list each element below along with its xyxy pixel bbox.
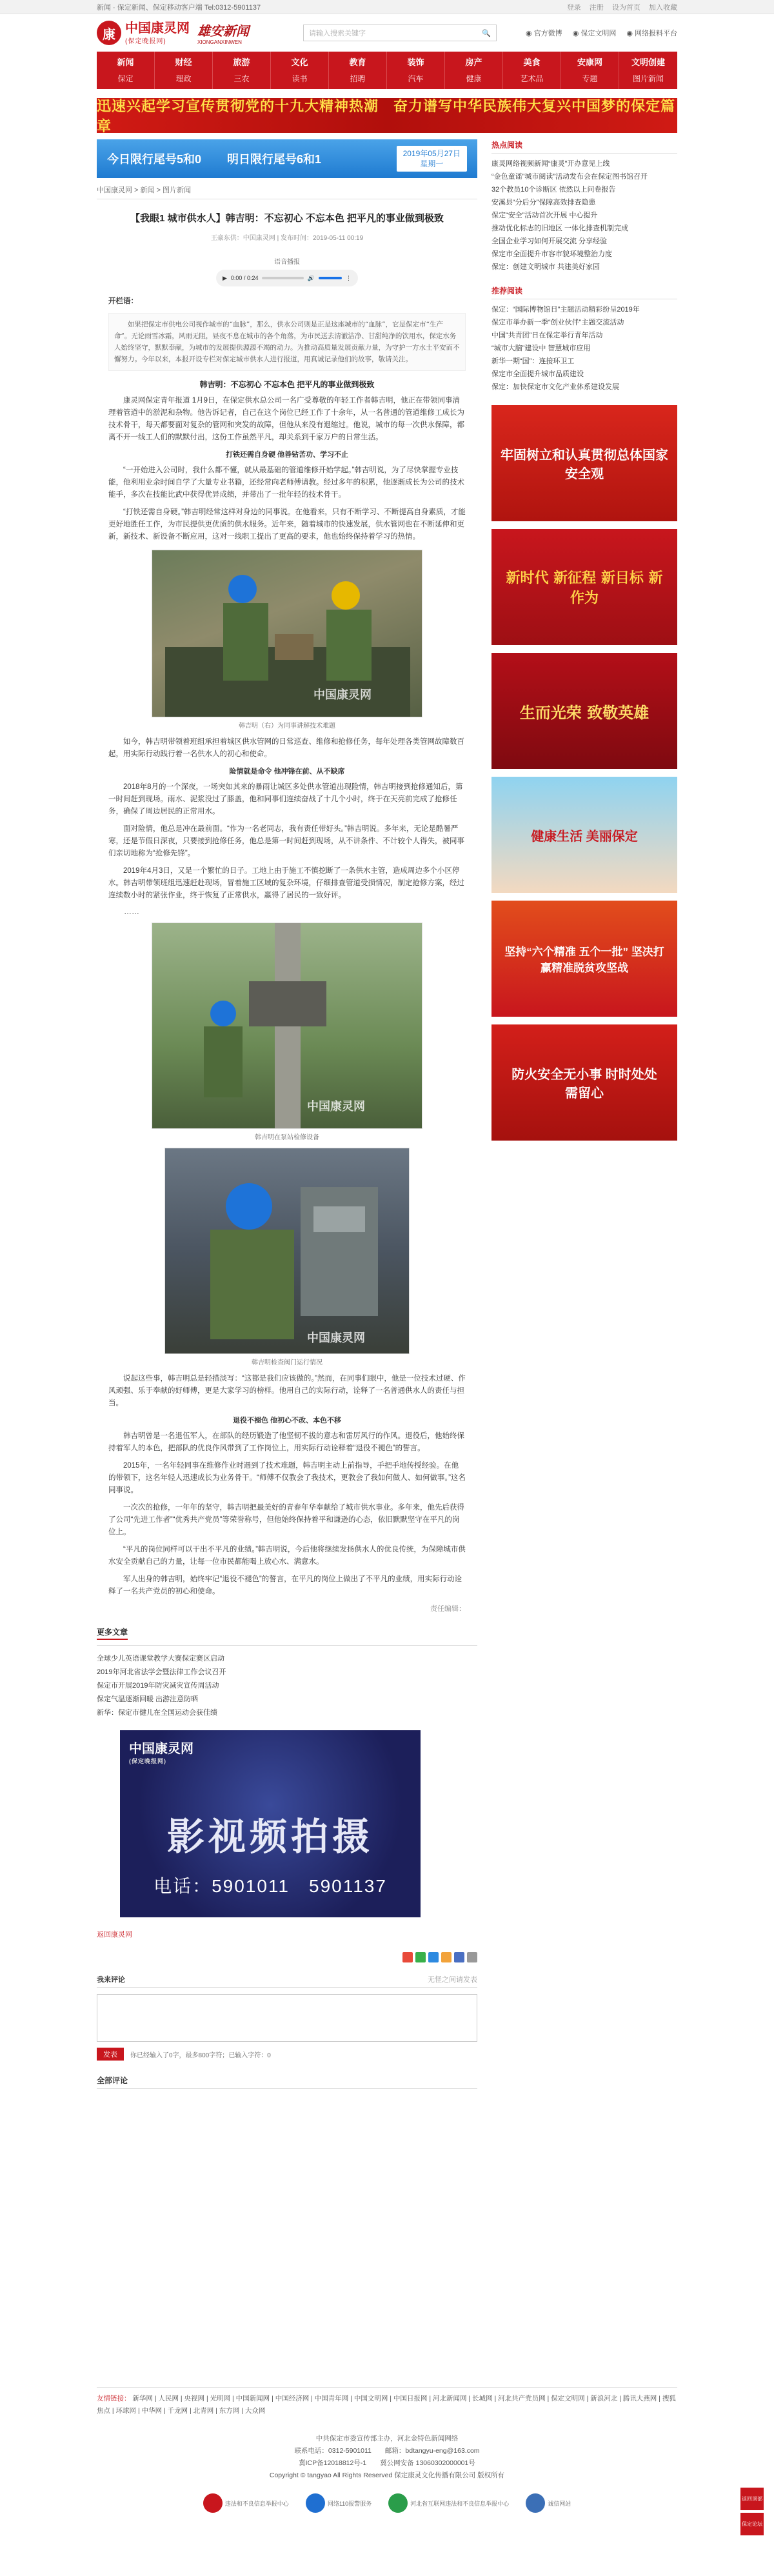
footer-icp[interactable]: 冀ICP备12018812号-1 冀公网安备 13060302000001号	[299, 2459, 475, 2467]
recommend-item[interactable]: 保定：加快保定市文化产业体系建设发展	[491, 383, 619, 391]
sidebar-ad-health-text: 健康生活 美丽保定	[531, 829, 638, 844]
valve-inspection-illustration	[165, 1148, 410, 1354]
comment-counter: 你已经输入了0字，最多800字符；已输入字符：0	[130, 2052, 271, 2059]
badge-trust[interactable]	[526, 2493, 571, 2513]
paragraph: 军人出身的韩吉明，始终牢记“退役不褪色”的誓言，在平凡的岗位上做出了不平凡的业绩，用实际行动诠释了一名共产党员的初心和使命。	[108, 1575, 462, 1595]
more-article-link[interactable]: 新华：保定市健儿在全国运动会获佳绩	[97, 1709, 217, 1717]
traffic-restriction-banner	[97, 139, 477, 178]
article-photo-1	[152, 550, 422, 717]
add-favorite-link[interactable]: 加入收藏	[649, 4, 677, 12]
paragraph: 如今，韩吉明带领着班组承担着城区供水管网的日常巡查、维修和抢修任务，每年处理各类管网故障数百起，用实际行动践行着一名供水人的初心和使命。	[108, 738, 464, 758]
top-bar	[0, 0, 774, 14]
more-article-link[interactable]: 2019年河北省法学会暨法律工作会议召开	[97, 1668, 226, 1676]
nav-item[interactable]: 健康	[466, 74, 482, 83]
friend-links-list[interactable]: 新华网 | 人民网 | 央视网 | 光明网 | 中国新闻网 | 中国经济网 | 中国青年网 | 中国文明网 | 中国日报网 | 河北新闻网 | 长城网 | 河北共产党员网 | 保定文明网 | 新浪河北 | 腾讯大燕网 | 搜狐焦点 | 环球网 | 中华网 | 千龙网 | 北青网 | 东方网 | 大众网	[97, 2395, 676, 2415]
nav-item[interactable]: 三农	[233, 74, 250, 83]
report-link[interactable]: ◉ 网络报料平台	[626, 30, 677, 37]
paragraph: 面对险情，他总是冲在最前面。“作为一名老同志，我有责任带好头。”韩吉明说。多年来，无论是酷暑严寒，还是节假日深夜，只要接到抢修任务，他总是第一时间赶到现场，从不讲条件、不计较个人得失，被同事们亲切地称为“抢修先锋”。	[108, 825, 464, 857]
nav-item[interactable]: 读书	[292, 74, 308, 83]
sidebar-ad-fire-safety-text: 防火安全无小事 时时处处需留心	[511, 1068, 657, 1101]
weibo-link-label: 官方微博	[533, 30, 562, 37]
search-placeholder: 请输入搜索关键字	[309, 30, 366, 37]
more-article-link[interactable]: 保定市开展2019年防灾减灾宣传周活动	[97, 1682, 219, 1690]
sidebar-ad-health[interactable]	[491, 777, 677, 893]
topbar-info: 新闻 · 保定新闻、保定移动客户端 Tel:0312-5901137	[97, 4, 261, 12]
site-header	[0, 14, 774, 52]
photo-caption-2: 韩吉明在泵站检修设备	[255, 1134, 319, 1141]
paragraph: “平凡的岗位同样可以干出不平凡的业绩。”韩吉明说，今后他将继续发扬供水人的优良传统，为保障城市供水安全贡献自己的力量，让每一位市民都能喝上放心水、满意水。	[108, 1546, 466, 1566]
paragraph: “打铁还需自身硬。”韩吉明经常这样对身边的同事说。在他看来，只有不断学习、不断提高自身素质，才能更好地胜任工作，为市民提供更优质的供水服务。近年来，随着城市的快速发展，供水管网也在不断延伸和更新，新技术、新设备不断应用，这对一线职工提出了更高的要求，他也始终保持着学习的热情。	[108, 508, 466, 541]
ad-headline: 影视频拍摄	[166, 1815, 373, 1859]
recommend-item[interactable]: 新华一期“国”：连接环卫工	[491, 357, 575, 365]
comment-header	[97, 1974, 477, 1988]
hebei-badge-icon	[388, 2493, 408, 2513]
share-qzone-icon[interactable]	[441, 1952, 452, 1962]
propaganda-banner[interactable]: 迅速兴起学习宣传贯彻党的十九大精神热潮 奋力谱写中华民族伟大复兴中国梦的保定篇章	[97, 98, 677, 133]
login-link[interactable]: 登录	[566, 4, 581, 12]
floating-tools	[740, 2488, 764, 2535]
nav-column	[271, 52, 329, 89]
workers-photo-illustration	[152, 550, 422, 717]
ad-logo	[129, 1738, 194, 1765]
register-link[interactable]: 注册	[589, 4, 604, 12]
lead-label: 开栏语：	[108, 297, 138, 305]
badge-report[interactable]	[203, 2493, 289, 2513]
section-heading: 退役不褪色 他初心不改、本色不移	[232, 1417, 342, 1424]
footer-sponsor: 中共保定市委宣传部主办，河北金特色新闻网络	[315, 2435, 459, 2442]
more-article-link[interactable]: 全球少儿英语课堂教学大赛保定赛区启动	[97, 1655, 224, 1662]
editor-label: 责任编辑：	[430, 1605, 466, 1613]
logo-icon: 康	[97, 21, 121, 45]
hot-reading-item[interactable]: 推动优化标志的旧地区 一体化排查机制完成	[491, 225, 629, 232]
sidebar	[491, 139, 677, 2089]
nav-item[interactable]: 汽车	[408, 74, 424, 83]
more-articles-list	[97, 1652, 477, 1720]
sidebar-ad-new-era[interactable]	[491, 529, 677, 645]
sidebar-ad-fire-safety[interactable]	[491, 1024, 677, 1141]
footer-info	[0, 2433, 774, 2482]
topbar-links	[561, 2, 677, 12]
sidebar-ad-new-era-text: 新时代 新征程 新目标 新作为	[506, 570, 663, 606]
badge-police[interactable]	[306, 2493, 372, 2513]
hot-reading-item[interactable]: 全国企业学习如何开展交流 分享经验	[491, 237, 608, 245]
hot-reading-item[interactable]: 康灵网络视频新闻“康灵”开办意见上线	[491, 160, 610, 168]
nav-item[interactable]: 美食	[523, 57, 541, 67]
nav-item[interactable]: 图片新闻	[632, 74, 664, 83]
paragraph: 韩吉明曾是一名退伍军人，在部队的经历锻造了他坚韧不拔的意志和雷厉风行的作风。退役后，他始终保持着军人的本色，把部队的优良作风带到了工作岗位上，用实际行动诠释着“退役不褪色”的誓言。	[108, 1432, 464, 1452]
nav-column	[619, 52, 677, 89]
restriction-date	[397, 146, 467, 172]
nav-column	[561, 52, 619, 89]
player-controls[interactable]	[216, 270, 358, 286]
play-icon[interactable]: ▶	[223, 274, 227, 281]
sidebar-ad-security-text: 牢固树立和认真贯彻总体国家安全观	[501, 448, 668, 481]
nav-item[interactable]: 旅游	[233, 57, 250, 67]
nav-item[interactable]: 教育	[349, 57, 366, 67]
hot-reading-item[interactable]: 保定市全面提升市容市貌环境整治力度	[491, 250, 612, 258]
paragraph: 康灵网保定青年报道 1月9日，在保定供水总公司一名广受尊敬的年轻工作者韩吉明，他正在带领同事清理着管道中的淤泥和杂物。他告诉记者，自己在这个岗位已经工作了十余年，从一名普通的管道维修工成长为技术骨干，每天都要面对复杂的管网和突发的故障，但他从来没有退缩过。他说，城市的每一次供水保障，都离不开一线工人们的默默付出，这份工作虽然平凡，却关系到千家万户的日常生活。	[108, 397, 464, 441]
sidebar-ad-hero-text: 生而光荣 致敬英雄	[519, 703, 650, 722]
police-badge-icon	[306, 2493, 325, 2513]
hot-reading-title: 热点阅读	[491, 139, 677, 154]
restriction-date-text: 2019年05月27日	[402, 149, 461, 158]
paragraph: 一次次的抢修，一年年的坚守，韩吉明把最美好的青春年华奉献给了城市供水事业。多年来，他先后获得了公司“先进工作者”“优秀共产党员”等荣誉称号，但他始终保持着平和谦逊的心态，依旧默默坚守在平凡的岗位上。	[108, 1504, 464, 1536]
nav-item[interactable]: 文明创建	[631, 57, 665, 67]
nav-item[interactable]: 安康网	[577, 57, 602, 67]
comment-title: 我来评论	[97, 1976, 125, 1984]
badge-police-label: 网络110报警服务	[327, 2500, 372, 2507]
share-qq-icon[interactable]	[428, 1952, 439, 1962]
friend-links-label: 友情链接：	[97, 2395, 131, 2402]
article-body	[97, 295, 477, 1613]
friend-links	[97, 2387, 677, 2417]
audio-player	[97, 256, 477, 286]
badge-hebei-report[interactable]	[388, 2493, 509, 2513]
nav-column	[213, 52, 271, 89]
sidebar-ad-poverty-text: 坚持“六个精准 五个一批” 坚决打赢精准脱贫攻坚战	[504, 946, 664, 974]
nav-column	[445, 52, 503, 89]
comment-textarea[interactable]	[97, 1994, 477, 2042]
article-photo-3	[164, 1148, 410, 1354]
article-heading-main: 韩吉明：不忘初心 不忘本色 把平凡的事业做到极致	[199, 380, 375, 389]
more-icon[interactable]: ⋮	[346, 274, 352, 281]
svg-text:中国康灵网: 中国康灵网	[307, 1332, 365, 1344]
section-heading: 险情就是命令 他冲锋在前、从不缺席	[229, 768, 345, 775]
lead-quote: 如果把保定市供电公司视作城市的“血脉”，那么，供水公司则是正是这座城市的“血脉”，它是保定市“生产命”。无论雨雪冰霜，风雨无阻，昼夜不息在城市的各个角落，为市民送去清澈洁净、甘甜纯净的饮用水，保定水务人始终坚守，默默奉献，为城市的发展提供源源不竭的动力。为推动高质量发展贡献力量，为守护一方水土平安而不懈努力。今年以来，本报开设专栏对保定城市供水人进行报道，用真诚记录他们的故事，敬请关注。	[108, 313, 466, 371]
nav-column	[503, 52, 561, 89]
tomorrow-restriction: 明日限行尾号6和1	[227, 153, 322, 166]
search-icon[interactable]: 🔍	[482, 29, 491, 37]
report-link-label: 网络报料平台	[635, 30, 677, 37]
nav-item[interactable]: 房产	[465, 57, 482, 67]
site-logo[interactable]	[97, 21, 284, 45]
hot-reading-item[interactable]: 32个教员10个诊断区 依然以上问卷报告	[491, 186, 616, 194]
share-buttons	[97, 1952, 477, 1962]
report-badge-icon	[203, 2493, 223, 2513]
hot-reading-item[interactable]: 安溪县“分后分”保障高效排查隐患	[491, 199, 596, 206]
nav-column	[155, 52, 213, 89]
paragraph: 说起这些事，韩吉明总是轻描淡写：“这都是我们应该做的。”然而，在同事们眼中，他是一位技术过硬、作风顽强、乐于奉献的好师傅，更是大家学习的榜样。他用自己的实际行动，诠释了一名普通供水人的责任与担当。	[108, 1375, 466, 1407]
share-weibo-icon[interactable]	[402, 1952, 413, 1962]
sidebar-ad-poverty[interactable]	[491, 901, 677, 1017]
volume-icon[interactable]: 🔊	[307, 274, 315, 281]
badge-hebei-label: 河北省互联网违法和不良信息举报中心	[410, 2500, 510, 2507]
divider	[97, 1645, 477, 1646]
submit-comment-button[interactable]: 发表	[97, 2048, 124, 2061]
all-comments-title: 全部评论	[97, 2075, 477, 2089]
nav-item[interactable]: 新闻	[117, 57, 134, 67]
civilization-link[interactable]: ◉ 保定文明网	[572, 30, 617, 37]
ad-logo-sub: (保定晚报网)	[129, 1758, 166, 1764]
paragraph: 2019年4月3日，又是一个繁忙的日子。工地上由于施工不慎挖断了一条供水主管，造成周边多个小区停水。韩吉明带领班组迅速赶赴现场，冒着施工区域的复杂环境，仔细排查管道受损情况，制定抢修方案，经过连续数小时的紧张作业，终于恢复了正常供水，赢得了居民的一致好评。	[108, 867, 464, 899]
ad-phone: 电话：5901011 5901137	[154, 1876, 387, 1896]
share-more-icon[interactable]	[467, 1952, 477, 1962]
today-restriction: 今日限行尾号5和0	[107, 153, 202, 166]
share-renren-icon[interactable]	[454, 1952, 464, 1962]
nav-column	[387, 52, 445, 89]
logo-subtitle: (保定晚报网)	[125, 37, 166, 45]
article-column	[97, 139, 477, 2089]
logo-title: 中国康灵网	[125, 21, 190, 35]
more-articles	[97, 1626, 477, 1720]
hot-reading-item[interactable]: “金色童谣”城市阅读”活动发布会在保定图书馆召开	[491, 173, 648, 181]
nav-item[interactable]: 招聘	[350, 74, 366, 83]
hot-reading-list	[491, 157, 677, 274]
site-footer	[0, 2387, 774, 2513]
paragraph: 2018年8月的一个深夜，一场突如其来的暴雨让城区多处供水管道出现险情，韩吉明接到抢修通知后，第一时间赶到现场。雨水、泥浆没过了膝盖，他和同事们连续奋战了十几个小时，终于在天亮前完成了抢修任务，确保了周边居民的正常用水。	[108, 783, 463, 815]
more-articles-title: 更多文章	[97, 1626, 128, 1640]
photo-caption-3: 韩吉明检查阀门运行情况	[252, 1359, 322, 1366]
comment-footer	[97, 2048, 477, 2061]
article-meta: 王豪东供：中国康灵网 | 发布时间：2019-05-11 00:19	[210, 235, 364, 242]
nav-item[interactable]: 理政	[175, 74, 192, 83]
comment-section	[97, 1974, 477, 2061]
recommend-item[interactable]: 保定：“国际博物馆日”主题活动精彩纷呈2019年	[491, 306, 640, 314]
player-progress[interactable]	[262, 277, 303, 279]
more-article-link[interactable]: 保定气温逐渐回暖 出游注意防晒	[97, 1695, 199, 1703]
footer-contact: 联系电话：0312-5901011 邮箱：bdtangyu-eng@163.com	[294, 2447, 480, 2455]
footer-copyright: Copyright © tangyao All Rights Reserved 保定康灵文化传播有限公司 版权所有	[269, 2471, 505, 2479]
player-time: 0:00 / 0:24	[230, 275, 259, 281]
badge-report-label: 违法和不良信息举报中心	[224, 2500, 289, 2507]
footer-badges	[0, 2493, 774, 2513]
section-heading: 打铁还需自身硬 他善钻苦功、学习不止	[225, 451, 349, 459]
paragraph: “一开始进入公司时，我什么都不懂，就从最基础的管道维修开始学起。”韩吉明说，为了尽快掌握专业技能，他利用业余时间自学了大量专业书籍，还经常向老师傅请教。经过多年的积累，他逐渐成长为公司的技术能手，多次在技能比武中获得优异成绩，并带出了一批年轻的技术骨干。	[108, 466, 464, 499]
civilization-link-label: 保定文明网	[580, 30, 617, 37]
video-shooting-ad[interactable]	[120, 1730, 421, 1917]
nav-item[interactable]: 财经	[175, 57, 192, 67]
svg-text:中国康灵网: 中国康灵网	[313, 688, 372, 701]
player-label: 语音播报	[274, 259, 300, 266]
nav-item[interactable]: 文化	[291, 57, 308, 67]
nav-column	[97, 52, 155, 89]
logo-slogan: 雄安新闻	[197, 23, 249, 39]
volume-slider[interactable]	[319, 277, 342, 279]
hot-reading-item[interactable]: 保定“安全”活动首次开展 中心提升	[491, 212, 598, 219]
recommend-list	[491, 303, 677, 394]
header-links	[526, 28, 677, 38]
nav-item[interactable]: 保定	[117, 74, 134, 83]
forum-button[interactable]: 保定论坛	[740, 2513, 764, 2535]
return-home-link[interactable]: 返回康灵网	[97, 1931, 132, 1939]
ad-logo-title: 中国康灵网	[129, 1742, 194, 1756]
recommend-item[interactable]: 保定市举办新一季“创业伙伴”主题交流活动	[491, 319, 624, 326]
nav-item[interactable]: 装饰	[407, 57, 424, 67]
nav-item[interactable]: 艺术品	[520, 74, 544, 83]
recommend-item[interactable]: 中国“共青团”日在保定举行青年活动	[491, 332, 603, 339]
main-area	[97, 139, 677, 2089]
svg-text:中国康灵网: 中国康灵网	[307, 1100, 365, 1113]
photo-caption-1: 韩吉明（右）为同事讲解技术难题	[239, 723, 335, 730]
logo-slogan-en: XIONGANXINWEN	[197, 39, 242, 45]
hot-reading-item[interactable]: 保定：创建文明城市 共建美好家园	[491, 263, 600, 271]
breadcrumb[interactable]: 中国康灵网 > 新闻 > 图片新闻	[97, 178, 477, 199]
paragraph: 2015年，一名年轻同事在维修作业时遇到了技术难题，韩吉明主动上前指导，手把手地传授经验。在他的带领下，这名年轻人迅速成长为业务骨干。“师傅不仅教会了我技术，更教会了我如何做人、如何做事。”这名同事说。	[108, 1462, 466, 1494]
share-wechat-icon[interactable]	[415, 1952, 426, 1962]
comment-login-hint[interactable]: 无怪之间请发表	[428, 1976, 477, 1984]
recommend-title: 推荐阅读	[491, 285, 677, 299]
ellipsis: ……	[124, 907, 139, 916]
restriction-weekday: 星期一	[420, 159, 444, 168]
article-photo-2	[152, 923, 422, 1129]
sidebar-ad-hero[interactable]	[491, 653, 677, 769]
sidebar-ad-security[interactable]	[491, 405, 677, 521]
article-title: 【我眼1 城市供水人】韩吉明：不忘初心 不忘本色 把平凡的事业做到极致	[130, 213, 444, 224]
set-homepage-link[interactable]: 设为首页	[611, 4, 640, 12]
pole-worker-illustration	[152, 923, 422, 1129]
trust-badge-icon	[526, 2493, 545, 2513]
nav-column	[329, 52, 387, 89]
main-nav	[97, 52, 677, 89]
recommend-item[interactable]: “城市大脑”建设中 智慧城市应用	[491, 344, 591, 352]
back-to-top-button[interactable]: 返回顶部	[740, 2488, 764, 2510]
weibo-link[interactable]: ◉ 官方微博	[526, 30, 562, 37]
search-input[interactable]	[303, 25, 497, 41]
nav-item[interactable]: 专题	[582, 74, 598, 83]
recommend-item[interactable]: 保定市全面提升城市品质建设	[491, 370, 584, 378]
badge-trust-label: 诚信网站	[548, 2500, 571, 2507]
